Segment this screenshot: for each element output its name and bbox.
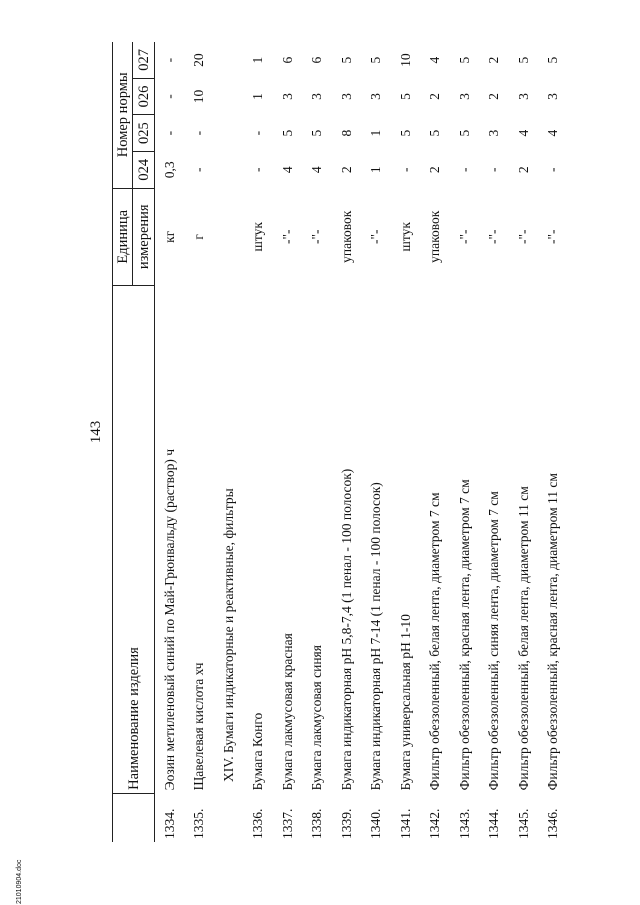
- norm-value-024: 1: [368, 166, 384, 174]
- norm-value-026: 3: [309, 93, 325, 100]
- page-number: 143: [88, 420, 104, 444]
- name-column-header: Наименование изделия: [113, 285, 155, 793]
- norm-value-024: -: [397, 167, 413, 173]
- item-number: 1346.: [545, 808, 561, 839]
- norm-value-024: 2: [338, 166, 354, 174]
- table-row: [480, 42, 510, 842]
- norm-value-026: 10: [191, 89, 207, 104]
- norm-header-025: 025: [133, 115, 155, 152]
- number-column-header: [113, 793, 155, 842]
- norm-header-024: 024: [133, 151, 155, 188]
- norm-value-026: 3: [545, 93, 561, 100]
- item-number: 1340.: [368, 808, 384, 839]
- item-unit: упаковок: [338, 210, 354, 263]
- norm-value-025: 5: [427, 129, 443, 137]
- norm-value-024: -: [191, 167, 207, 173]
- item-number: 1341.: [397, 808, 413, 839]
- norm-value-027: 5: [368, 56, 384, 64]
- item-name: Щавелевая кислота хч: [191, 662, 207, 791]
- norm-value-026: 3: [515, 93, 531, 100]
- section-heading: XIV. Бумаги индикаторные и реактивные, фильтры: [220, 488, 236, 782]
- item-name: Бумага лакмусовая красная: [279, 633, 295, 791]
- norm-value-025: -: [191, 130, 207, 136]
- norm-value-026: 2: [486, 93, 502, 100]
- item-unit: -"-: [309, 229, 325, 245]
- norm-value-024: 2: [427, 166, 443, 174]
- norm-value-027: 20: [191, 53, 207, 67]
- norm-value-026: 2: [427, 93, 443, 100]
- table-row: [539, 42, 569, 842]
- norm-value-024: 2: [515, 166, 531, 174]
- table-row: [421, 42, 451, 842]
- item-name: Фильтр обеззоленный, белая лента, диаметром 11 см: [515, 486, 531, 791]
- item-number: 1345.: [515, 808, 531, 839]
- table-row: [155, 42, 185, 842]
- table-row: [450, 42, 480, 842]
- table-body: [155, 42, 569, 842]
- norm-value-027: 6: [279, 56, 295, 64]
- item-unit: штук: [397, 222, 413, 252]
- item-name: Фильтр обеззоленный, синяя лента, диаметром 7 см: [486, 491, 502, 791]
- table-header: [113, 42, 155, 842]
- norm-value-026: -: [161, 94, 177, 99]
- item-unit: упаковок: [427, 210, 443, 263]
- norm-value-025: -: [161, 130, 177, 136]
- norm-value-025: -: [250, 130, 266, 136]
- item-name: Фильтр обеззоленный, белая лента, диаметром 7 см: [427, 492, 443, 791]
- item-number: 1335.: [191, 808, 207, 839]
- norm-value-027: 6: [309, 56, 325, 64]
- item-number: 1339.: [338, 808, 354, 839]
- file-reference-text: 21010904.doc: [16, 859, 23, 904]
- item-name: Бумага лакмусовая синяя: [309, 645, 325, 791]
- item-number: 1343.: [456, 808, 472, 839]
- norm-group-header: Номер нормы: [113, 42, 133, 188]
- norm-value-025: 5: [397, 129, 413, 137]
- table-row: [273, 42, 303, 842]
- table-row: [391, 42, 421, 842]
- norm-value-024: -: [456, 167, 472, 173]
- norm-value-027: 5: [456, 56, 472, 64]
- norm-value-026: 1: [250, 93, 266, 100]
- item-unit: -"-: [515, 229, 531, 245]
- norm-value-026: 3: [279, 93, 295, 100]
- norm-value-024: 0,3: [161, 161, 177, 179]
- item-name: Эозин метиленовый синий по Май-Грюнвальду (раствор) ч: [161, 448, 177, 791]
- norm-value-025: 4: [545, 129, 561, 137]
- norm-value-026: 3: [456, 93, 472, 100]
- item-number: 1334.: [161, 808, 177, 839]
- item-number: 1342.: [427, 808, 443, 839]
- item-number: 1338.: [309, 808, 325, 839]
- norm-value-025: 5: [309, 129, 325, 137]
- item-number: 1337.: [279, 808, 295, 839]
- norm-value-024: 4: [309, 166, 325, 174]
- norm-value-024: -: [486, 167, 502, 173]
- norm-value-024: -: [545, 167, 561, 173]
- table-row: [244, 42, 274, 842]
- norm-value-025: 1: [368, 129, 384, 137]
- norm-value-027: 1: [250, 56, 266, 64]
- section-heading-row: [214, 42, 244, 842]
- norm-value-026: 5: [397, 93, 413, 100]
- norm-value-025: 5: [279, 129, 295, 137]
- norm-value-027: 4: [427, 56, 443, 64]
- item-unit: -"-: [545, 229, 561, 245]
- norm-header-026: 026: [133, 78, 155, 115]
- table-row: [185, 42, 215, 842]
- unit-column-header-top: Единица: [113, 188, 133, 285]
- norm-header-027: 027: [133, 42, 155, 78]
- table-row: [303, 42, 333, 842]
- item-unit: -"-: [486, 229, 502, 245]
- item-number: 1344.: [486, 808, 502, 839]
- table-row: [362, 42, 392, 842]
- norm-value-027: -: [161, 57, 177, 63]
- item-unit: кг: [161, 230, 177, 243]
- norm-value-025: 8: [338, 129, 354, 137]
- rotated-page: [82, 42, 562, 842]
- norm-value-024: -: [250, 167, 266, 173]
- item-name: Фильтр обеззоленный, красная лента, диаметром 11 см: [545, 473, 561, 791]
- item-unit: -"-: [368, 229, 384, 245]
- norm-value-027: 10: [397, 53, 413, 67]
- item-unit: г: [191, 234, 207, 240]
- item-name: Фильтр обеззоленный, красная лента, диаметром 7 см: [456, 479, 472, 791]
- item-name: Бумага Конго: [250, 712, 266, 791]
- table-row: [332, 42, 362, 842]
- norm-value-025: 4: [515, 129, 531, 137]
- norm-value-026: 3: [338, 93, 354, 100]
- norm-value-027: 5: [515, 56, 531, 64]
- norm-value-026: 3: [368, 93, 384, 100]
- item-name: Бумага универсальная рН 1-10: [397, 614, 413, 791]
- norm-value-027: 5: [545, 56, 561, 64]
- item-name: Бумага индикаторная рН 7-14 (1 пенал - 100 полосок): [368, 482, 384, 791]
- item-unit: -"-: [279, 229, 295, 245]
- norms-table: [112, 42, 568, 842]
- norm-value-027: 5: [338, 56, 354, 64]
- unit-column-header-bottom: измерения: [133, 188, 155, 285]
- norm-value-025: 3: [486, 129, 502, 137]
- item-number: 1336.: [250, 808, 266, 839]
- norm-value-024: 4: [279, 166, 295, 174]
- item-unit: штук: [250, 222, 266, 252]
- file-reference: [16, 844, 76, 904]
- item-name: Бумага индикаторная рН 5,8-7,4 (1 пенал - 100 полосок): [338, 468, 354, 791]
- norm-value-027: 2: [486, 56, 502, 64]
- item-unit: -"-: [456, 229, 472, 245]
- norm-value-025: 5: [456, 129, 472, 137]
- table-row: [509, 42, 539, 842]
